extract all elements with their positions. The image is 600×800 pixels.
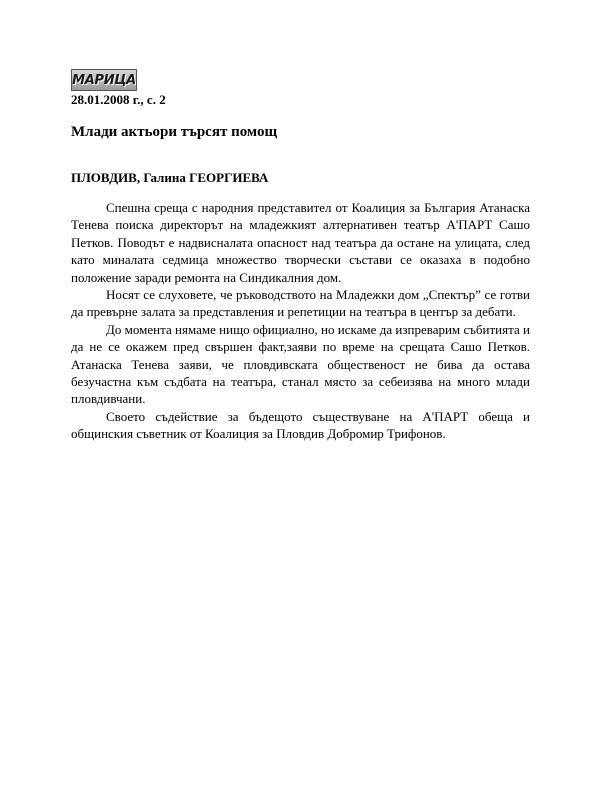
article-body	[71, 199, 530, 443]
article-paragraph: До момента нямаме нищо официално, но искаме да изпреварим събитията и да не се окажем пред свършен факт,заяви по време на срещата Сашо Петков. Атанаска Тенева заяви, че пловдивската общественост не бива да остава безучастна към съдбата на театъра, станал място за себеизява на много млади пловдивчани.	[71, 321, 530, 407]
article-paragraph: Спешна среща с народния представител от Коалиция за България Атанаска Тенева поиска директорът на младежкият алтернативен театър А'ПАРТ Сашо Петков. Поводът е надвисналата опасност над театъра да остане на улицата, след като миналата седмица множество творчески състави се оказаха в подобно положение заради ремонта на Синдикалния дом.	[71, 200, 530, 285]
logo-text: МАРИЦА	[72, 72, 136, 88]
newspaper-logo	[71, 69, 137, 91]
article-headline: Млади актьори търсят помощ	[71, 124, 278, 140]
article-paragraph: Носят се слуховете, че ръководството на Младежки дом „Спектър” се готви да превърне залата за представления и репетиции на театъра в център за дебати.	[71, 287, 530, 320]
publication-date: 28.01.2008 г., с. 2	[71, 92, 166, 107]
article-paragraph: Своето съдействие за бъдещото съществуване на А'ПАРТ обеща и общинския съветник от Коалиция за Пловдив Добромир Трифонов.	[71, 408, 530, 442]
article-byline: ПЛОВДИВ, Галина ГЕОРГИЕВА	[71, 170, 269, 185]
